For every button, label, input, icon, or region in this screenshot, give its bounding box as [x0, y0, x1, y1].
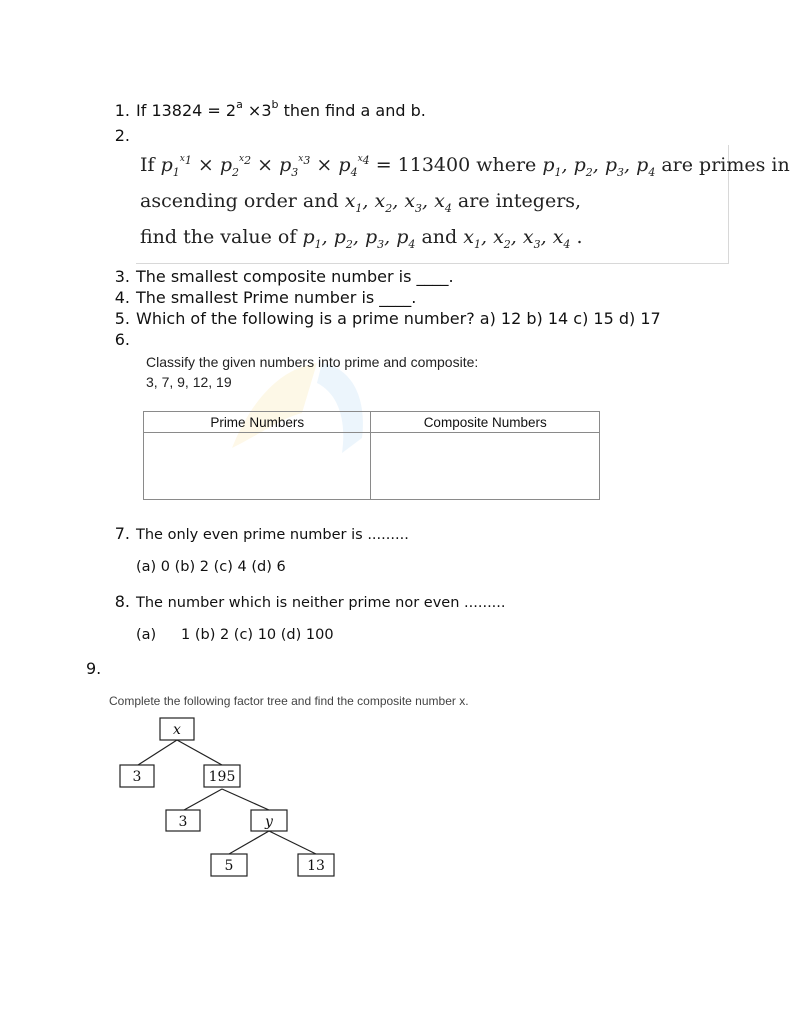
tree-label-3b: 3 — [178, 814, 188, 830]
question-6-number: 6. — [114, 330, 130, 349]
q2-line-2: ascending order and $x_1$, $x_2$, $x_3$, $x_4$ are integers, — [140, 190, 582, 215]
tree-label-3a: 3 — [132, 769, 142, 785]
question-1: 1. If $13824 = 2^a \times 3^b$ then find a and b. — [114, 97, 426, 120]
tree-label-root: x — [173, 722, 181, 738]
tree-label-13: 13 — [307, 858, 325, 874]
q2-line-1: If $p_1^{x_1} \times p_2^{x_2} \times p_3^{x_3} \times p_4^{x_4} = 113400$ where $p_1$, $p_2$, $p_3$, $p_4$ are primes in — [140, 153, 790, 179]
q8-options: 1 (b) 2 (c) 10 (d) 100 — [181, 627, 334, 643]
q6-number-list: 3, 7, 9, 12, 19 — [146, 374, 232, 390]
header-prime-numbers: Prime Numbers — [144, 412, 371, 433]
question-9-number: 9. — [86, 659, 102, 678]
tree-label-y: y — [265, 814, 273, 830]
question-4: 4. The smallest Prime number is ____. — [114, 288, 417, 307]
q2-line-3: find the value of $p_1$, $p_2$, $p_3$, $p_4$ and $x_1$, $x_2$, $x_3$, $x_4$ . — [140, 226, 583, 251]
tree-label-5: 5 — [224, 858, 234, 874]
prime-composite-table — [143, 411, 600, 500]
question-2-number: 2. — [114, 126, 130, 145]
factor-tree-caption: Complete the following factor tree and find the composite number x. — [109, 694, 469, 708]
question-7: 7. The only even prime number is ......... — [114, 524, 409, 543]
question-2-image — [136, 145, 790, 264]
question-8: 8. The number which is neither prime nor even ......... — [114, 592, 506, 611]
q6-instruction: Classify the given numbers into prime and composite: — [146, 354, 479, 370]
q7-options: (a) 0 (b) 2 (c) 4 (d) 6 — [136, 559, 286, 575]
composite-numbers-cell[interactable] — [371, 433, 600, 500]
factor-tree — [110, 712, 350, 887]
q8-option-a-label: (a) — [136, 627, 157, 643]
prime-numbers-cell[interactable] — [144, 433, 371, 500]
header-composite-numbers: Composite Numbers — [371, 412, 600, 433]
question-3: 3. The smallest composite number is ____. — [114, 267, 454, 286]
question-5: 5. Which of the following is a prime number? a) 12 b) 14 c) 15 d) 17 — [114, 309, 661, 328]
tree-label-195: 195 — [208, 769, 236, 785]
